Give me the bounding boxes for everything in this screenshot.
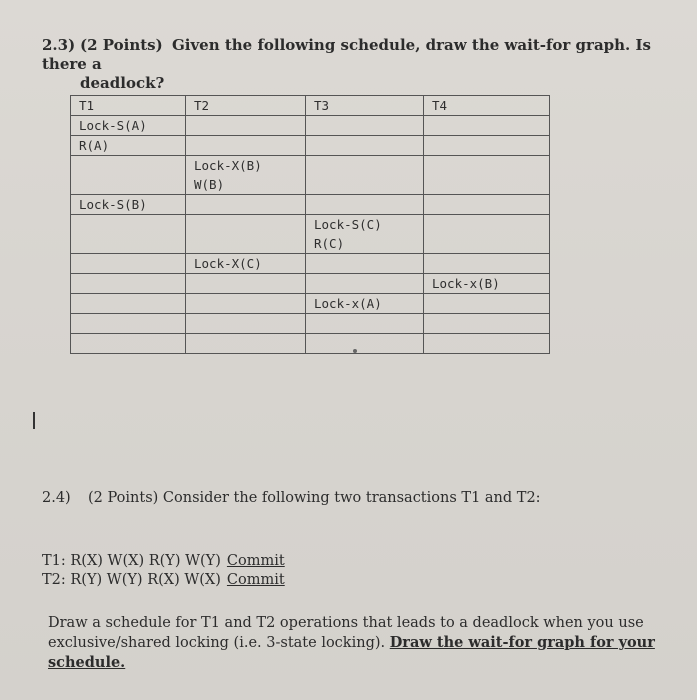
question-2-4-heading bbox=[42, 489, 541, 508]
instructions-plain: Draw a schedule for T1 and T2 operations that leads to a deadlock when you use exclusive/shared locking (i.e. 3-state locking). bbox=[48, 615, 644, 651]
schedule-cell-t4 bbox=[424, 294, 550, 314]
schedule-cell-t2 bbox=[186, 195, 306, 215]
schedule-cell-t1 bbox=[71, 314, 186, 334]
schedule-cell-t3 bbox=[306, 274, 424, 294]
schedule-cell-t4 bbox=[424, 156, 550, 195]
schedule-cell-t1: R(A) bbox=[71, 136, 186, 156]
header-t3: T3 bbox=[306, 96, 424, 116]
question-text-line1: Given the following schedule, draw the wait-for graph. Is there a bbox=[42, 36, 651, 73]
schedule-cell-t1 bbox=[71, 156, 186, 195]
question-text-line2: deadlock? bbox=[80, 74, 165, 92]
schedule-cell-t3 bbox=[306, 156, 424, 195]
schedule-cell-t2 bbox=[186, 314, 306, 334]
question-number: 2.3) bbox=[42, 36, 76, 54]
text-cursor-mark bbox=[33, 412, 35, 429]
ink-dot bbox=[353, 349, 357, 353]
schedule-cell-t1 bbox=[71, 334, 186, 354]
schedule-cell-t4 bbox=[424, 136, 550, 156]
schedule-cell-t2: Lock-X(C) bbox=[186, 254, 306, 274]
schedule-cell-t1 bbox=[71, 254, 186, 274]
schedule-header-row bbox=[71, 96, 550, 116]
schedule-row bbox=[71, 195, 550, 215]
schedule-table bbox=[70, 95, 550, 354]
schedule-cell-t2 bbox=[186, 294, 306, 314]
schedule-cell-t4 bbox=[424, 314, 550, 334]
schedule-cell-t3 bbox=[306, 136, 424, 156]
header-t4: T4 bbox=[424, 96, 550, 116]
schedule-cell-t1 bbox=[71, 274, 186, 294]
schedule-row bbox=[71, 136, 550, 156]
schedule-cell-t2: Lock-X(B) W(B) bbox=[186, 156, 306, 195]
transaction-t1-commit: Commit bbox=[226, 553, 285, 569]
schedule-body bbox=[71, 116, 550, 354]
schedule-cell-t2 bbox=[186, 274, 306, 294]
schedule-cell-t4 bbox=[424, 116, 550, 136]
schedule-cell-t3 bbox=[306, 195, 424, 215]
header-t2: T2 bbox=[186, 96, 306, 116]
question-2-4-instructions bbox=[48, 613, 668, 673]
schedule-cell-t2 bbox=[186, 116, 306, 136]
schedule-row bbox=[71, 116, 550, 136]
transaction-t1 bbox=[42, 552, 285, 571]
schedule-cell-t3 bbox=[306, 314, 424, 334]
question-number: 2.4) bbox=[42, 490, 71, 506]
transaction-t1-ops: T1: R(X) W(X) R(Y) W(Y) bbox=[42, 553, 221, 569]
header-t1: T1 bbox=[71, 96, 186, 116]
schedule-cell-t3 bbox=[306, 254, 424, 274]
question-points: (2 Points) bbox=[88, 490, 159, 506]
transaction-t2 bbox=[42, 571, 285, 590]
schedule-cell-t4 bbox=[424, 254, 550, 274]
schedule-cell-t3 bbox=[306, 334, 424, 354]
schedule-cell-t3 bbox=[306, 116, 424, 136]
schedule-row bbox=[71, 254, 550, 274]
schedule-row bbox=[71, 274, 550, 294]
schedule-cell-t2 bbox=[186, 215, 306, 254]
schedule-row bbox=[71, 294, 550, 314]
schedule-cell-t4: Lock-x(B) bbox=[424, 274, 550, 294]
schedule-cell-t4 bbox=[424, 334, 550, 354]
schedule-cell-t2 bbox=[186, 136, 306, 156]
schedule-cell-t1: Lock-S(B) bbox=[71, 195, 186, 215]
schedule-row bbox=[71, 156, 550, 195]
transactions-block bbox=[42, 552, 285, 590]
question-text: Consider the following two transactions T1 and T2: bbox=[162, 490, 541, 506]
transaction-t2-commit: Commit bbox=[226, 572, 285, 588]
schedule-cell-t3: Lock-S(C) R(C) bbox=[306, 215, 424, 254]
question-points: (2 Points) bbox=[80, 36, 163, 54]
schedule-cell-t1 bbox=[71, 215, 186, 254]
schedule-row bbox=[71, 215, 550, 254]
schedule-row bbox=[71, 314, 550, 334]
schedule-cell-t4 bbox=[424, 215, 550, 254]
schedule-row bbox=[71, 334, 550, 354]
question-2-3-heading bbox=[42, 36, 662, 93]
schedule-cell-t4 bbox=[424, 195, 550, 215]
transaction-t2-ops: T2: R(Y) W(Y) R(X) W(X) bbox=[42, 572, 221, 588]
schedule-cell-t2 bbox=[186, 334, 306, 354]
schedule-cell-t1 bbox=[71, 294, 186, 314]
schedule-cell-t3: Lock-x(A) bbox=[306, 294, 424, 314]
instructions-bold: Draw the wait-for graph for your schedule. bbox=[48, 634, 655, 671]
schedule-cell-t1: Lock-S(A) bbox=[71, 116, 186, 136]
